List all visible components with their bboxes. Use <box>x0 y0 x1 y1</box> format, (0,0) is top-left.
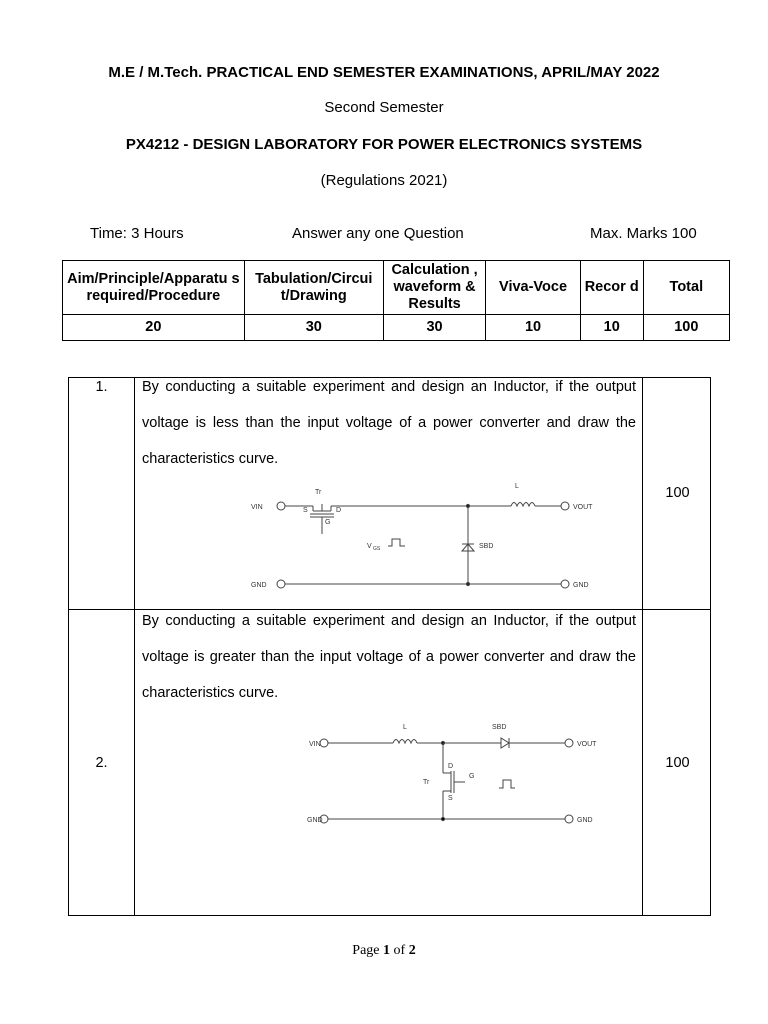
page-footer <box>0 943 768 959</box>
gate-label: G <box>325 519 331 526</box>
inductor-label: L <box>515 483 519 490</box>
source-label: S <box>448 795 453 802</box>
sbd-label: SBD <box>492 724 507 731</box>
inductor-icon <box>511 503 535 507</box>
vgs-subscript: GS <box>373 546 381 552</box>
question-number: 2. <box>95 755 108 771</box>
marks-value-cell: 100 <box>643 315 729 341</box>
vin-label: VIN <box>251 504 263 511</box>
drain-label: D <box>336 507 342 514</box>
vout-label: VOUT <box>577 741 597 748</box>
marks-header-cell: Recor d <box>580 261 643 315</box>
marks-value-cell: 30 <box>383 315 486 341</box>
question-number: 1. <box>95 379 108 395</box>
tr-label: Tr <box>315 489 322 496</box>
vgs-label: V <box>367 543 372 550</box>
question-row <box>68 377 711 610</box>
marks-value-row <box>63 315 730 341</box>
gnd-label-left: GND <box>307 817 323 824</box>
column-divider <box>134 378 135 609</box>
regulations-label: (Regulations 2021) <box>320 172 448 189</box>
question-text: By conducting a suitable experiment and design an Inductor, if the output voltage is less than the input voltage of a power converter and draw the characteristics curve. <box>142 379 636 467</box>
question-row <box>68 609 711 916</box>
marks-header-cell: Total <box>643 261 729 315</box>
source-label: S <box>303 507 308 514</box>
gnd-label-left: GND <box>251 582 267 589</box>
marks-value-cell: 30 <box>244 315 383 341</box>
marks-header-cell: Tabulation/Circui t/Drawing <box>244 261 383 315</box>
course-title: PX4212 - DESIGN LABORATORY FOR POWER ELECTRONICS SYSTEMS <box>125 136 643 153</box>
vout-terminal <box>565 739 573 747</box>
marks-value-cell: 10 <box>486 315 580 341</box>
marks-value-cell: 20 <box>63 315 245 341</box>
gnd-wire-extension <box>467 562 537 592</box>
vin-terminal <box>277 502 285 510</box>
vin-label: VIN <box>309 741 321 748</box>
marks-header-row <box>63 261 730 315</box>
gnd-terminal-left <box>277 580 285 588</box>
vout-label: VOUT <box>573 504 593 511</box>
question-text: By conducting a suitable experiment and design an Inductor, if the output voltage is greater than the input voltage of a power converter and draw the characteristics curve. <box>142 613 636 701</box>
column-divider <box>134 610 135 915</box>
inductor-label-box <box>513 479 533 493</box>
gate-label: G <box>469 773 475 780</box>
gnd-label-right: GND <box>577 817 593 824</box>
exam-title: M.E / M.Tech. PRACTICAL END SEMESTER EXAMINATIONS, APRIL/MAY 2022 <box>108 64 660 81</box>
boost-converter-circuit <box>229 718 619 828</box>
gate-pulse-icon <box>388 539 405 546</box>
inductor-icon <box>393 740 417 744</box>
page-word: Page <box>352 943 380 958</box>
diode-icon <box>501 738 509 748</box>
inductor-label: L <box>403 724 407 731</box>
marks-value-cell: 10 <box>580 315 643 341</box>
vin-terminal <box>320 739 328 747</box>
question-marks: 100 <box>665 485 690 501</box>
semester-label: Second Semester <box>324 99 444 116</box>
sbd-label: SBD <box>479 543 494 550</box>
marks-header-cell: Viva-Voce <box>486 261 580 315</box>
gnd-label-right: GND <box>573 582 589 589</box>
buck-converter-output <box>535 484 605 602</box>
marks-header-cell: Calculation , waveform & Results <box>383 261 486 315</box>
instruction-label: Answer any one Question <box>292 225 464 242</box>
marks-header-cell: Aim/Principle/Apparatu s required/Procedure <box>63 261 245 315</box>
gnd-terminal-right <box>565 815 573 823</box>
tr-label: Tr <box>423 779 430 786</box>
marks-table <box>62 260 730 341</box>
vout-terminal <box>561 502 569 510</box>
max-marks-label: Max. Marks 100 <box>590 225 697 242</box>
of-word: of <box>393 943 406 958</box>
gnd-terminal-right <box>561 580 569 588</box>
page-total: 2 <box>408 943 416 958</box>
time-label: Time: 3 Hours <box>90 225 184 242</box>
page-current: 1 <box>383 943 391 958</box>
gate-pulse-icon <box>499 780 515 788</box>
drain-label: D <box>448 763 454 770</box>
question-marks: 100 <box>665 755 690 771</box>
